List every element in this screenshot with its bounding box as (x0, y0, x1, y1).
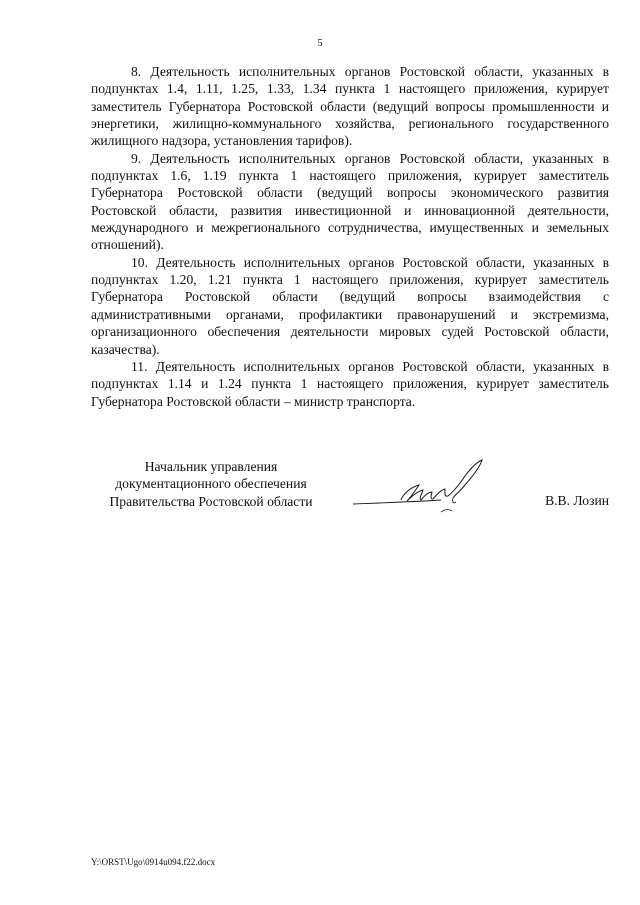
paragraph-9: 9. Деятельность исполнительных органов Ростовской области, указанных в подпунктах 1.6, 1.19 пункта 1 настоящего приложения, курирует заместитель Губернатора Ростовской области (ведущий вопросы экономического развития Ростовской области, развития инвестиционной и инновационной деятельности, международного и межрегионального сотрудничества, имущественных и земельных отношений). (91, 150, 609, 253)
signatory-title-line-2: документационного обеспечения (115, 476, 307, 492)
signatory-name: В.В. Лозин (545, 493, 609, 508)
document-body (91, 63, 609, 410)
paragraph-10: 10. Деятельность исполнительных органов Ростовской области, указанных в подпунктах 1.20, 1.21 пункта 1 настоящего приложения, курирует заместитель Губернатора Ростовской области (ведущий вопросы взаимодействия с административными органами, профилактики правонарушений и экстремизма, организационного обеспечения деятельности мировых судей Ростовской области, казачества). (91, 254, 609, 357)
signatory-title-line-1: Начальник управления (144, 459, 278, 474)
footer-file-path: Y:\ORST\Ugo\0914u094.f22.docx (91, 857, 216, 867)
signatory-title-line-3: Правительства Ростовской области (109, 493, 313, 509)
paragraph-8: 8. Деятельность исполнительных органов Ростовской области, указанных в подпунктах 1.4, 1.11, 1.25, 1.33, 1.34 пункта 1 настоящего приложения, курирует заместитель Губернатора Ростовской области (ведущий вопросы промышленности и энергетики, жилищно-коммунального хозяйства, регионального государственного жилищного надзора, установления тарифов). (91, 64, 609, 149)
page-number: 5 (317, 38, 323, 49)
paragraph-11: 11. Деятельность исполнительных органов Ростовской области, указанных в подпунктах 1.14 и 1.24 пункта 1 настоящего приложения, курирует заместитель Губернатора Ростовской области – министр транспорта. (91, 358, 609, 409)
signature-block (91, 458, 609, 528)
handwritten-signature (349, 454, 499, 520)
signatory-title (91, 458, 331, 510)
